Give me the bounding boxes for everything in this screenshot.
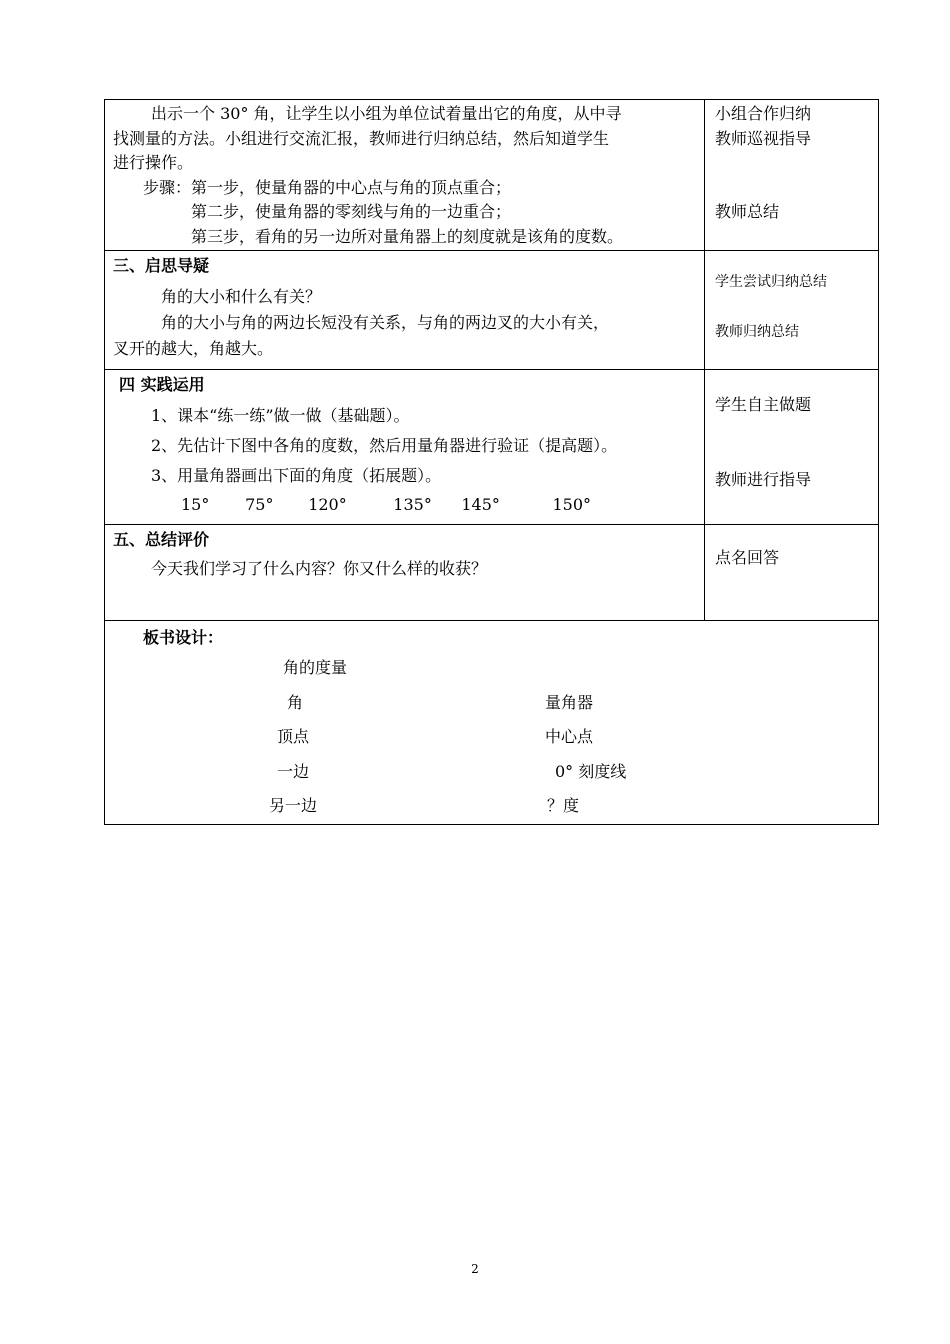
- note-line: 学生尝试归纳总结: [715, 274, 827, 290]
- board-left-item: 另一边: [269, 796, 318, 815]
- note-line: 小组合作归纳: [715, 104, 812, 123]
- row-3-notes: [705, 370, 879, 525]
- board-right-item: 0° 刻度线: [555, 762, 627, 781]
- note-line: 点名回答: [715, 548, 780, 567]
- degree-value: 145°: [461, 495, 500, 514]
- section-heading: 四 实践运用: [119, 375, 205, 394]
- text-line: 步骤：第一步，使量角器的中心点与角的顶点重合；: [143, 177, 512, 197]
- board-left-item: 角: [287, 693, 304, 712]
- text-line: 角的大小和什么有关？: [161, 287, 322, 306]
- board-left-item: 一边: [277, 762, 310, 781]
- text-line: 找测量的方法。小组进行交流汇报，教师进行归纳总结，然后知道学生: [113, 128, 610, 148]
- note-line: 教师进行指导: [715, 470, 812, 489]
- board-heading: 板书设计：: [143, 628, 224, 647]
- board-right-item: ？度: [547, 796, 580, 815]
- note-line: 教师总结: [715, 202, 780, 221]
- degree-value: 120°: [308, 495, 347, 514]
- section-heading: 三、启思导疑: [113, 256, 210, 275]
- lesson-plan-table: [104, 99, 879, 825]
- text-line: 叉开的越大，角越大。: [113, 339, 274, 358]
- text-line: 第二步，使量角器的零刻线与角的一边重合；: [191, 202, 512, 221]
- text-line: 角的大小与角的两边长短没有关系，与角的两边叉的大小有关，: [161, 313, 610, 332]
- row-1-content: [105, 100, 705, 251]
- text-line: 今天我们学习了什么内容？你又什么样的收获？: [151, 559, 488, 578]
- degree-value: 75°: [245, 495, 274, 514]
- board-right-item: 中心点: [545, 727, 594, 746]
- note-line: 学生自主做题: [715, 395, 812, 414]
- note-line: 教师归纳总结: [715, 324, 799, 340]
- degree-value: 135°: [393, 495, 432, 514]
- row-2-content: [105, 251, 705, 370]
- board-left-item: 顶点: [277, 727, 310, 746]
- note-line: 教师巡视指导: [715, 128, 812, 148]
- row-4-notes: [705, 525, 879, 621]
- row-4-content: [105, 525, 705, 621]
- text-line: 进行操作。: [113, 153, 194, 172]
- row-1-notes: [705, 100, 879, 251]
- row-2-notes: [705, 251, 879, 370]
- board-right-item: 量角器: [545, 693, 594, 712]
- text-line: 3、用量角器画出下面的角度（拓展题）。: [151, 466, 442, 485]
- page-number: 2: [471, 1262, 479, 1276]
- table-row: [105, 370, 879, 525]
- row-3-content: [105, 370, 705, 525]
- text-line: 1、课本“练一练”做一做（基础题）。: [151, 406, 410, 425]
- text-line: 2、先估计下图中各角的度数，然后用量角器进行验证（提高题）。: [151, 436, 618, 455]
- board-title: 角的度量: [283, 658, 348, 677]
- table-row: [105, 251, 879, 370]
- text-line: 出示一个 30° 角，让学生以小组为单位试着量出它的角度，从中寻: [151, 104, 622, 123]
- table-row: [105, 621, 879, 825]
- degree-list: [119, 493, 704, 517]
- table-row: [105, 525, 879, 621]
- text-line: 第三步，看角的另一边所对量角器上的刻度就是该角的度数。: [191, 226, 624, 246]
- degree-value: 15°: [181, 495, 210, 514]
- table-row: [105, 100, 879, 251]
- section-heading: 五、总结评价: [113, 530, 210, 549]
- board-design: [105, 621, 879, 825]
- degree-value: 150°: [552, 495, 592, 514]
